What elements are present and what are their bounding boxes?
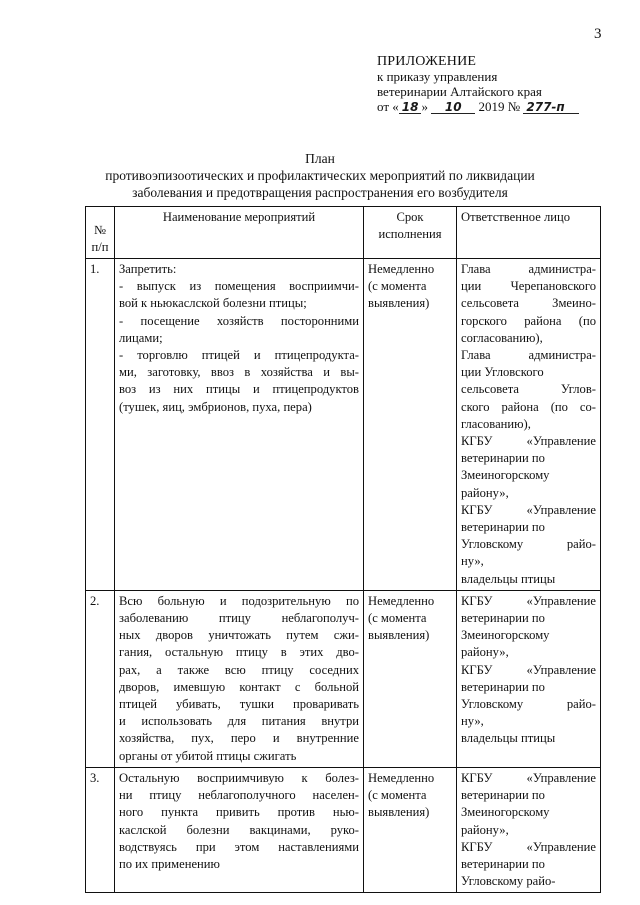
responsible-cell [457, 767, 601, 892]
action-cell-line: (тушек, яиц, эмбрионов, пуха, пера) [119, 399, 312, 414]
responsible-cell-line: КГБУ «Управление [461, 502, 596, 517]
responsible-cell-line: Змеиногорскому [461, 468, 550, 483]
term-cell-line: выявления) [368, 805, 430, 820]
responsible-cell-line: району», [461, 485, 509, 500]
responsible-cell [457, 590, 601, 767]
responsible-cell-line: району», [461, 645, 509, 660]
term-cell [364, 590, 457, 767]
row-number: 2. [86, 590, 115, 767]
table-row [86, 259, 601, 591]
measures-table [85, 206, 601, 893]
table-body [86, 259, 601, 893]
plan-title-line-1: План [305, 151, 335, 166]
action-cell-line: ного пункта привить против нью- [119, 805, 359, 820]
responsible-cell-line: ции Угловского [461, 365, 544, 380]
responsible-cell-line: КГБУ «Управление [461, 770, 596, 785]
responsible-cell-line: ции Черепановского [461, 279, 596, 294]
plan-title [0, 150, 640, 201]
responsible-cell [457, 259, 601, 591]
action-cell [115, 590, 364, 767]
term-cell [364, 767, 457, 892]
action-cell-line: птицей убивать, тушки проваривать [119, 697, 359, 712]
table-row [86, 590, 601, 767]
date-prefix: от « [377, 99, 399, 114]
term-cell-line: выявления) [368, 296, 430, 311]
plan-title-line-2: противоэпизоотических и профилактических мероприятий по ликвидации [105, 168, 535, 183]
responsible-cell-line: ского района (по со- [461, 399, 596, 414]
date-mid: » [421, 99, 428, 114]
action-cell-line: воз из них птицы и птицепродуктов [119, 382, 359, 397]
action-cell [115, 259, 364, 591]
action-cell-line: Всю больную и подозрительную по [119, 593, 359, 608]
action-cell-line: лицами; [119, 330, 163, 345]
responsible-cell-line: Змеиногорскому [461, 805, 550, 820]
responsible-cell-line: владельцы птицы [461, 731, 556, 746]
page-number: 3 [594, 26, 602, 42]
appendix-block [377, 54, 579, 114]
responsible-cell-line: району», [461, 822, 509, 837]
responsible-cell-line: ветеринарии по [461, 611, 545, 626]
responsible-cell-line: КГБУ «Управление [461, 662, 596, 677]
term-cell-line: Немедленно [368, 770, 435, 785]
action-cell-line: заболеванию птицу неблагополуч- [119, 611, 359, 626]
responsible-cell-line: ветеринарии по [461, 679, 545, 694]
action-cell-line: органы от убитой птицы сжигать [119, 748, 297, 763]
action-cell-line: вой к ньюкаслской болезни птицы; [119, 296, 307, 311]
handwritten-month: 10 [431, 101, 475, 114]
responsible-cell-line: горского района (по [461, 313, 596, 328]
responsible-cell-line: ну», [461, 714, 484, 729]
action-cell [115, 767, 364, 892]
action-cell-line: ни птицу неблагополучного населен- [119, 788, 359, 803]
responsible-cell-line: владельцы птицы [461, 571, 556, 586]
action-cell-line: хозяйства, пух, перо и внутренние [119, 731, 359, 746]
action-cell-line: каслской болезни вакцинами, руко- [119, 822, 359, 837]
responsible-cell-line: ну», [461, 554, 484, 569]
responsible-cell-line: ветеринарии по [461, 856, 545, 871]
plan-title-line-3: заболевания и предотвращения распространения его возбудителя [132, 185, 508, 200]
appendix-title: ПРИЛОЖЕНИЕ [377, 54, 477, 69]
responsible-cell-line: Змеиногорскому [461, 628, 550, 643]
action-cell-line: - торговлю птицей и птицепродукта- [119, 348, 359, 363]
responsible-cell-line: Угловскому райо- [461, 874, 556, 889]
term-cell-line: (с момента [368, 611, 427, 626]
action-cell-line: - выпуск из помещения восприимчи- [119, 279, 359, 294]
term-cell-line: Немедленно [368, 262, 435, 276]
appendix-line-1: к приказу управления [377, 69, 498, 84]
header-term: Срок исполнения [364, 207, 457, 259]
action-cell-line: рах, а также всю птицу соседних [119, 662, 359, 677]
responsible-cell-line: КГБУ «Управление [461, 593, 596, 608]
term-cell-line: (с момента [368, 279, 427, 294]
header-num: № п/п [86, 207, 115, 259]
action-cell-line: дворов, имевшую контакт с больной [119, 679, 359, 694]
responsible-cell-line: ветеринарии по [461, 520, 545, 535]
row-number: 3. [86, 767, 115, 892]
year-number: 2019 № [478, 99, 521, 114]
table-header-row [86, 207, 601, 259]
action-cell-line: Остальную восприимчивую к болез- [119, 770, 359, 785]
responsible-cell-line: сельсовета Углов- [461, 382, 596, 397]
header-name: Наименование мероприятий [115, 207, 364, 259]
handwritten-day: 18 [399, 101, 422, 114]
appendix-line-2: ветеринарии Алтайского края [377, 84, 542, 99]
appendix-date-line [377, 99, 579, 114]
row-number: 1. [86, 259, 115, 591]
action-cell-line: ми, заготовку, ввоз в хозяйства и вы- [119, 365, 359, 380]
responsible-cell-line: ветеринарии по [461, 451, 545, 466]
table-row [86, 767, 601, 892]
action-cell-line: по их применению [119, 856, 220, 871]
responsible-cell-line: ветеринарии по [461, 788, 545, 803]
term-cell [364, 259, 457, 591]
responsible-cell-line: согласованию), [461, 330, 543, 345]
responsible-cell-line: Глава администра- [461, 262, 596, 276]
action-cell-line: водствуясь при этом наставлениями [119, 839, 359, 854]
term-cell-line: Немедленно [368, 593, 435, 608]
action-cell-line: и использовать для питания внутри [119, 714, 359, 729]
responsible-cell-line: КГБУ «Управление [461, 839, 596, 854]
action-cell-line: - посещение хозяйств посторонними [119, 313, 359, 328]
responsible-cell-line: гласованию), [461, 416, 531, 431]
header-responsible: Ответственное лицо [457, 207, 601, 259]
responsible-cell-line: Угловскому райо- [461, 537, 596, 552]
term-cell-line: (с момента [368, 788, 427, 803]
responsible-cell-line: Глава администра- [461, 348, 596, 363]
responsible-cell-line: сельсовета Змеино- [461, 296, 596, 311]
handwritten-order-number: 277-п [523, 101, 579, 114]
action-cell-line: гания, остальную птицу в этих дво- [119, 645, 359, 660]
responsible-cell-line: Угловскому райо- [461, 697, 596, 712]
action-cell-line: Запретить: [119, 262, 177, 276]
action-cell-line: ных дворов уничтожать путем сжи- [119, 628, 359, 643]
term-cell-line: выявления) [368, 628, 430, 643]
responsible-cell-line: КГБУ «Управление [461, 434, 596, 449]
